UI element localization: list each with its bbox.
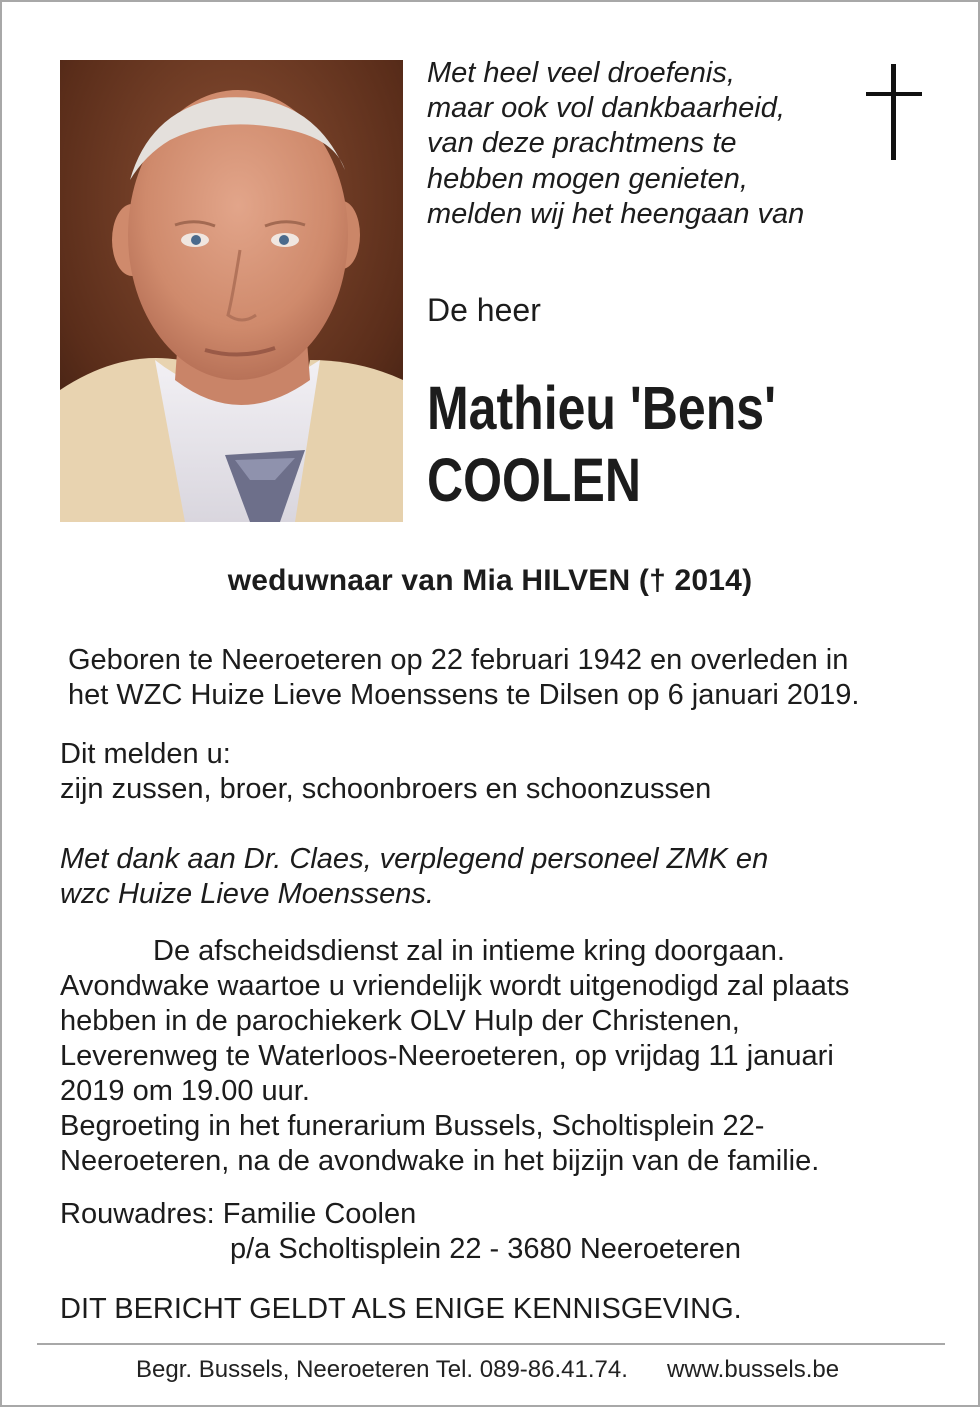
text-line: Rouwadres: Familie Coolen	[60, 1198, 417, 1230]
text-line: het WZC Huize Lieve Moenssens te Dilsen op 6 januari 2019.	[68, 679, 860, 711]
text-line: hebben in de parochiekerk OLV Hulp der Christenen,	[60, 1005, 740, 1037]
service-paragraph	[60, 934, 849, 1179]
announcers-paragraph	[60, 737, 711, 807]
text-line: p/a Scholtisplein 22 - 3680 Neeroeteren	[230, 1233, 742, 1265]
text-line: De afscheidsdienst zal in intieme kring doorgaan.	[153, 935, 785, 967]
intro-line: Met heel veel droefenis,	[427, 57, 735, 89]
birth-death-paragraph	[68, 643, 859, 713]
name-first: Mathieu 'Bens'	[427, 374, 776, 442]
sole-notice: DIT BERICHT GELDT ALS ENIGE KENNISGEVING.	[60, 1293, 742, 1325]
widower-line: weduwnaar van Mia HILVEN († 2014)	[227, 564, 753, 597]
intro-line: melden wij het heengaan van	[427, 197, 805, 230]
cross-icon	[866, 64, 922, 167]
divider	[37, 1343, 945, 1345]
text-line: Begroeting in het funerarium Bussels, Scholtisplein 22-	[60, 1110, 765, 1142]
portrait-photo	[60, 60, 403, 522]
thanks-paragraph	[60, 842, 768, 912]
name-last: COOLEN	[427, 446, 641, 514]
intro-line: van deze prachtmens te	[427, 127, 737, 160]
salutation: De heer	[427, 292, 541, 328]
text-line: 2019 om 19.00 uur.	[60, 1075, 310, 1107]
deceased-name	[427, 372, 776, 516]
mourning-address	[60, 1197, 741, 1267]
text-line: Avondwake waartoe u vriendelijk wordt uitgenodigd zal plaats	[60, 970, 850, 1002]
text-line: Neeroeteren, na de avondwake in het bijzijn van de familie.	[60, 1145, 820, 1177]
text-line: wzc Huize Lieve Moenssens.	[60, 878, 434, 910]
intro-line: hebben mogen genieten,	[427, 162, 748, 195]
text-line: Geboren te Neeroeteren op 22 februari 1942 en overleden in	[68, 644, 849, 676]
text-line: Leverenweg te Waterloos-Neeroeteren, op vrijdag 11 januari	[60, 1040, 834, 1072]
text-line: Dit melden u:	[60, 738, 231, 770]
footer-contact: Begr. Bussels, Neeroeteren Tel. 089-86.41.74.	[136, 1356, 628, 1383]
text-line: zijn zussen, broer, schoonbroers en schoonzussen	[60, 773, 712, 805]
intro-line: maar ook vol dankbaarheid,	[427, 92, 785, 125]
intro-text	[427, 56, 847, 232]
text-line: Met dank aan Dr. Claes, verplegend personeel ZMK en	[60, 843, 769, 875]
footer-website-link[interactable]: www.bussels.be	[667, 1356, 840, 1383]
